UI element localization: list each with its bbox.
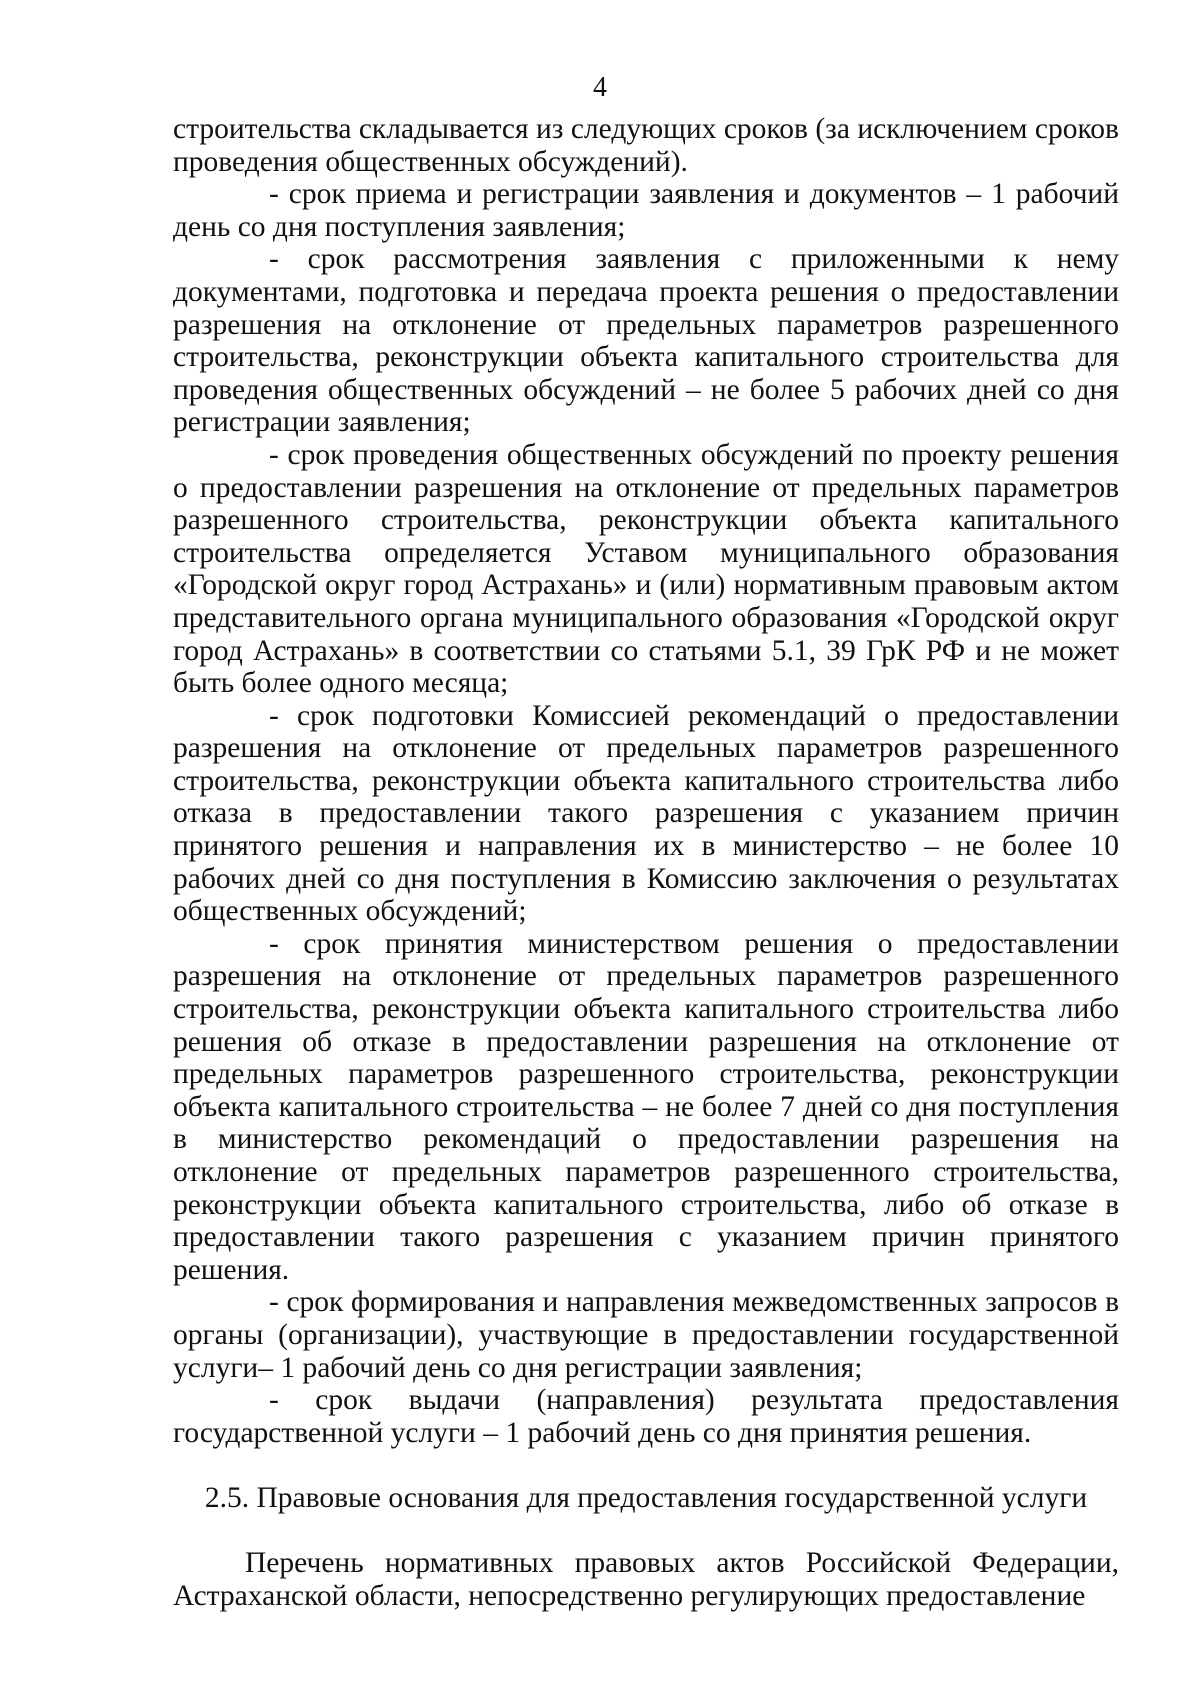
- term-reception-registration: - срок приема и регистрации заявления и документов – 1 рабочий день со дня поступления заявления;: [173, 178, 1119, 243]
- term-public-discussions: - срок проведения общественных обсуждений по проекту решения о предоставлении разрешения на отклонение от предельных параметров разрешенного строительства, реконструкции объекта капитального строительства определяется Уставом муниципального образования «Городской округ город Астрахань» и (или) нормативным правовым актом представительного органа муниципального образования «Городской округ город Астрахань» в соответствии со статьями 5.1, 39 ГрК РФ и не может быть более одного месяца;: [173, 438, 1119, 700]
- section-paragraph: Перечень нормативных правовых актов Российской Федерации, Астраханской области, непосредственно регулирующих предоставление: [173, 1547, 1119, 1612]
- document-body: [173, 113, 1119, 1612]
- term-application-review: - срок рассмотрения заявления с приложенными к нему документами, подготовка и передача проекта решения о предоставлении разрешения на отклонение от предельных параметров разрешенного строительства, реконструкции объекта капитального строительства для проведения общественных обсуждений – не более 5 рабочих дней со дня регистрации заявления;: [173, 243, 1119, 439]
- paragraph-intro: строительства складывается из следующих сроков (за исключением сроков проведения общественных обсуждений).: [173, 113, 1119, 178]
- term-commission-recommendations: - срок подготовки Комиссией рекомендаций о предоставлении разрешения на отклонение от предельных параметров разрешенного строительства, реконструкции объекта капитального строительства либо отказа в предоставлении такого разрешения с указанием причин принятого решения и направления их в министерство – не более 10 рабочих дней со дня поступления в Комиссию заключения о результатах общественных обсуждений;: [173, 699, 1119, 928]
- page-number: 4: [593, 72, 607, 103]
- term-interagency-requests: - срок формирования и направления межведомственных запросов в органы (организации), участвующие в предоставлении государственной услуги– 1 рабочий день со дня регистрации заявления;: [173, 1286, 1119, 1384]
- term-result-issuance: - срок выдачи (направления) результата предоставления государственной услуги – 1 рабочий день со дня принятия решения.: [173, 1384, 1119, 1449]
- term-ministry-decision: - срок принятия министерством решения о предоставлении разрешения на отклонение от предельных параметров разрешенного строительства, реконструкции объекта капитального строительства либо решения об отказе в предоставлении разрешения на отклонение от предельных параметров разрешенного строительства, реконструкции объекта капитального строительства – не более 7 дней со дня поступления в министерство рекомендаций о предоставлении разрешения на отклонение от предельных параметров разрешенного строительства, реконструкции объекта капитального строительства, либо об отказе в предоставлении такого разрешения с указанием причин принятого решения.: [173, 927, 1119, 1286]
- section-heading: 2.5. Правовые основания для предоставления государственной услуги: [204, 1481, 1088, 1514]
